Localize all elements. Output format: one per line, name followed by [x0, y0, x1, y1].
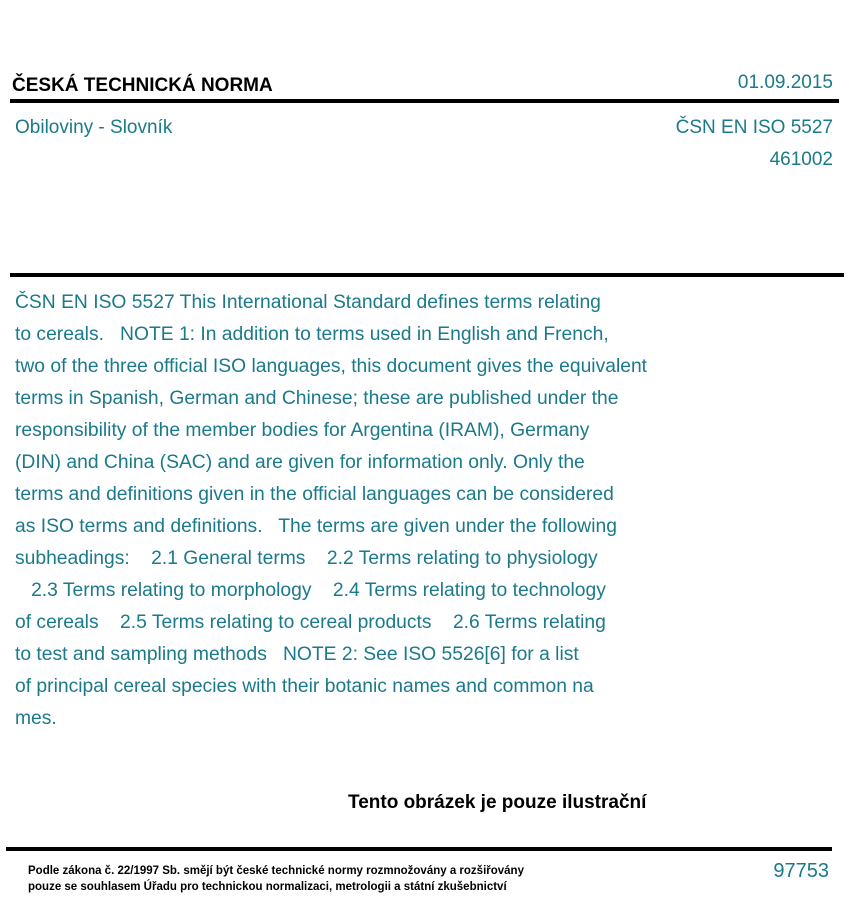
header-title: ČESKÁ TECHNICKÁ NORMA: [12, 75, 273, 96]
body-line: two of the three official ISO languages, this document gives the equivalent: [15, 356, 648, 377]
body-line: terms in Spanish, German and Chinese; these are published under the: [15, 388, 619, 409]
body-line: responsibility of the member bodies for Argentina (IRAM), Germany: [15, 420, 590, 441]
body-line: 2.3 Terms relating to morphology 2.4 Terms relating to technology: [15, 580, 606, 601]
body-line: mes.: [15, 708, 57, 729]
body-line: to cereals. NOTE 1: In addition to terms used in English and French,: [15, 324, 609, 345]
footer-line-1: Podle zákona č. 22/1997 Sb. smějí být české technické normy rozmnožovány a rozšiřovány: [28, 865, 524, 877]
body-text: [15, 287, 735, 735]
illustration-note: Tento obrázek je pouze ilustrační: [348, 792, 647, 813]
body-line: as ISO terms and definitions. The terms are given under the following: [15, 516, 617, 537]
body-line: ČSN EN ISO 5527 This International Standard defines terms relating: [15, 292, 601, 313]
body-line: to test and sampling methods NOTE 2: See ISO 5526[6] for a list: [15, 644, 579, 665]
footer-rule: [6, 847, 832, 851]
footer-legal-text: [28, 863, 524, 895]
body-line: of principal cereal species with their botanic names and common na: [15, 676, 594, 697]
standard-number: ČSN EN ISO 5527: [675, 117, 833, 138]
classification-number: 461002: [769, 149, 833, 170]
footer-line-2: pouze se souhlasem Úřadu pro technickou normalizaci, metrologii a státní zkušebnictví: [28, 881, 507, 893]
body-line: terms and definitions given in the official languages can be considered: [15, 484, 614, 505]
body-line: subheadings: 2.1 General terms 2.2 Terms relating to physiology: [15, 548, 598, 569]
body-line: of cereals 2.5 Terms relating to cereal products 2.6 Terms relating: [15, 612, 606, 633]
body-top-rule: [10, 273, 844, 277]
publication-date: 01.09.2015: [737, 72, 833, 93]
footer-document-number: 97753: [773, 860, 829, 882]
document-title: Obiloviny - Slovník: [15, 117, 173, 138]
header-rule: [10, 99, 839, 103]
body-line: (DIN) and China (SAC) and are given for information only. Only the: [15, 452, 585, 473]
